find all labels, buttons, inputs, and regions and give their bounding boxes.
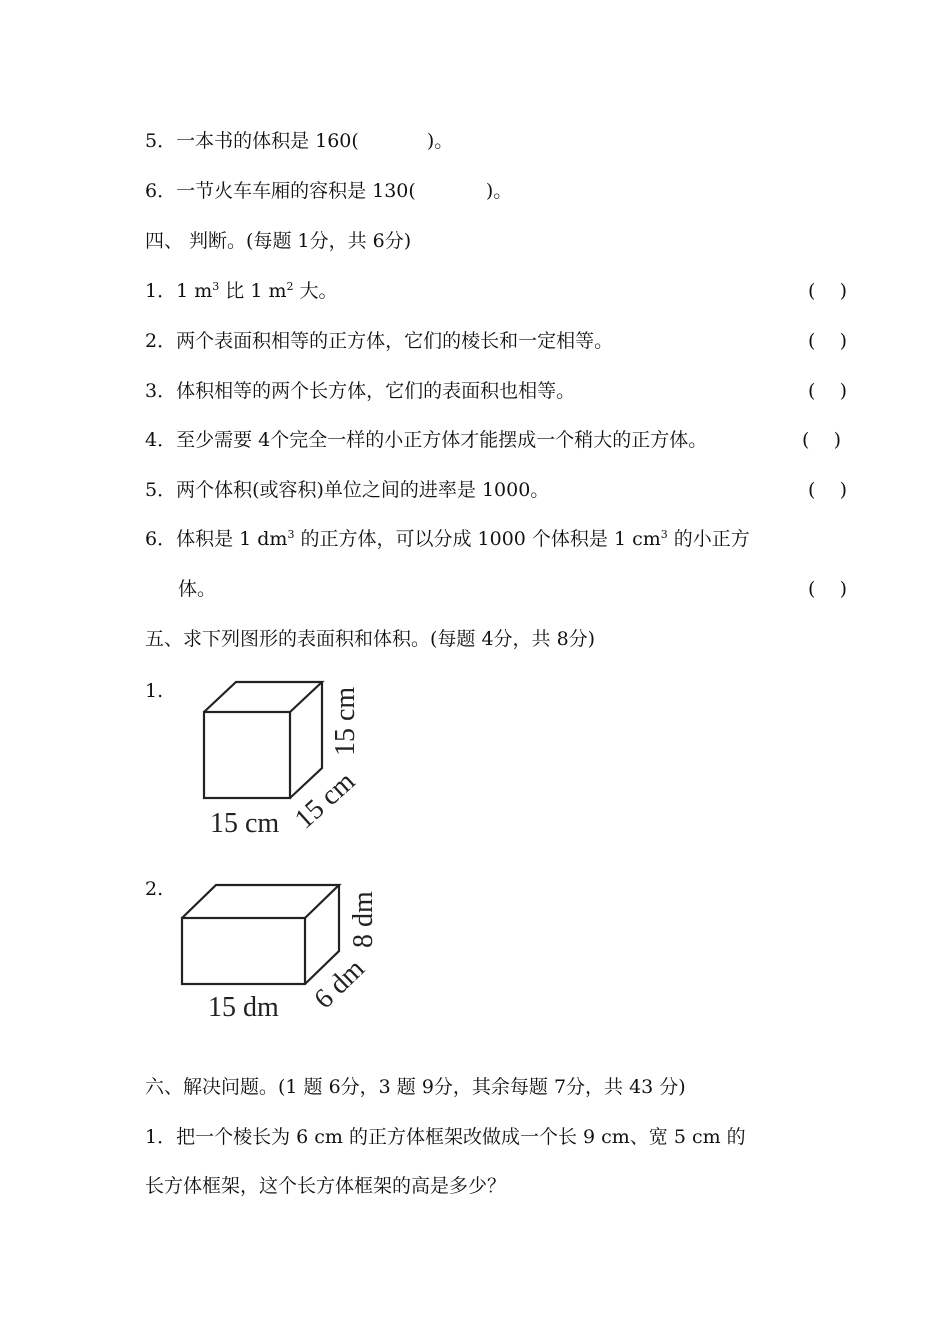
judge-q1-exp1: 3 xyxy=(212,280,220,293)
cube-side-face xyxy=(290,682,322,798)
judge-q6-exp2: 3 xyxy=(660,528,668,541)
judge-q2: 2．两个表面积相等的正方体，它们的棱长和一定相等。 xyxy=(145,330,614,352)
judge-q3-answer[interactable]: ( ) xyxy=(808,380,847,402)
cuboid-top-face xyxy=(182,885,339,918)
judge-q6-c: 的小正方 xyxy=(667,528,750,550)
judge-q1-answer[interactable]: ( ) xyxy=(808,280,847,302)
problem1-line1: 1．把一个棱长为 6 cm 的正方体框架改做成一个长 9 cm、宽 5 cm 的 xyxy=(145,1126,746,1148)
figure1-number: 1. xyxy=(145,680,164,702)
cube-bottom-label: 15 cm xyxy=(210,808,280,839)
cube-height-label: 15 cm xyxy=(330,686,361,756)
cuboid-front-face xyxy=(182,918,305,984)
judge-q6-b: 的正方体，可以分成 1000 个体积是 1 cm xyxy=(294,528,661,550)
section4-heading: 四、 判断。(每题 1分，共 6分) xyxy=(145,230,412,252)
cuboid-figure xyxy=(172,875,392,1025)
judge-q5: 5．两个体积(或容积)单位之间的进率是 1000。 xyxy=(145,479,550,501)
fill-q5-text: 5．一本书的体积是 160( xyxy=(145,130,359,152)
judge-q4: 4．至少需要 4个完全一样的小正方体才能摆成一个稍大的正方体。 xyxy=(145,429,708,451)
cube-depth-label: 15 cm xyxy=(288,765,362,836)
cuboid-depth-label: 6 dm xyxy=(308,953,371,1016)
fill-q5 xyxy=(145,128,453,154)
cube-figure xyxy=(195,675,385,845)
section6-heading: 六、解决问题。(1 题 6分，3 题 9分，其余每题 7分，共 43 分) xyxy=(145,1076,686,1098)
fill-q6 xyxy=(145,178,512,204)
cube-front-face xyxy=(204,712,290,798)
judge-q6-answer[interactable]: ( ) xyxy=(808,578,847,600)
problem1-line2: 长方体框架，这个长方体框架的高是多少？ xyxy=(145,1175,507,1197)
fill-q5-end: )。 xyxy=(426,130,454,152)
fill-q6-text: 6．一节火车车厢的容积是 130( xyxy=(145,180,416,202)
judge-q6-exp1: 3 xyxy=(287,528,295,541)
judge-q1-exp2: 2 xyxy=(286,280,294,293)
figure2-number: 2. xyxy=(145,878,164,900)
judge-q5-answer[interactable]: ( ) xyxy=(808,479,847,501)
judge-q1 xyxy=(145,278,338,304)
judge-q1-c: 大。 xyxy=(293,280,338,302)
judge-q1-b: 比 1 m xyxy=(219,280,287,302)
cuboid-height-label: 8 dm xyxy=(348,891,379,948)
judge-q1-a: 1．1 m xyxy=(145,280,213,302)
judge-q6-a: 6．体积是 1 dm xyxy=(145,528,288,550)
judge-q4-answer[interactable]: ( ) xyxy=(802,429,841,451)
cube-top-face xyxy=(204,682,322,712)
judge-q3: 3．体积相等的两个长方体，它们的表面积也相等。 xyxy=(145,380,576,402)
fill-q6-end: )。 xyxy=(485,180,513,202)
cuboid-bottom-label: 15 dm xyxy=(208,992,279,1023)
judge-q2-answer[interactable]: ( ) xyxy=(808,330,847,352)
judge-q6-line2: 体。 xyxy=(178,578,217,600)
judge-q6 xyxy=(145,526,750,552)
section5-heading: 五、求下列图形的表面积和体积。(每题 4分，共 8分) xyxy=(145,628,596,650)
